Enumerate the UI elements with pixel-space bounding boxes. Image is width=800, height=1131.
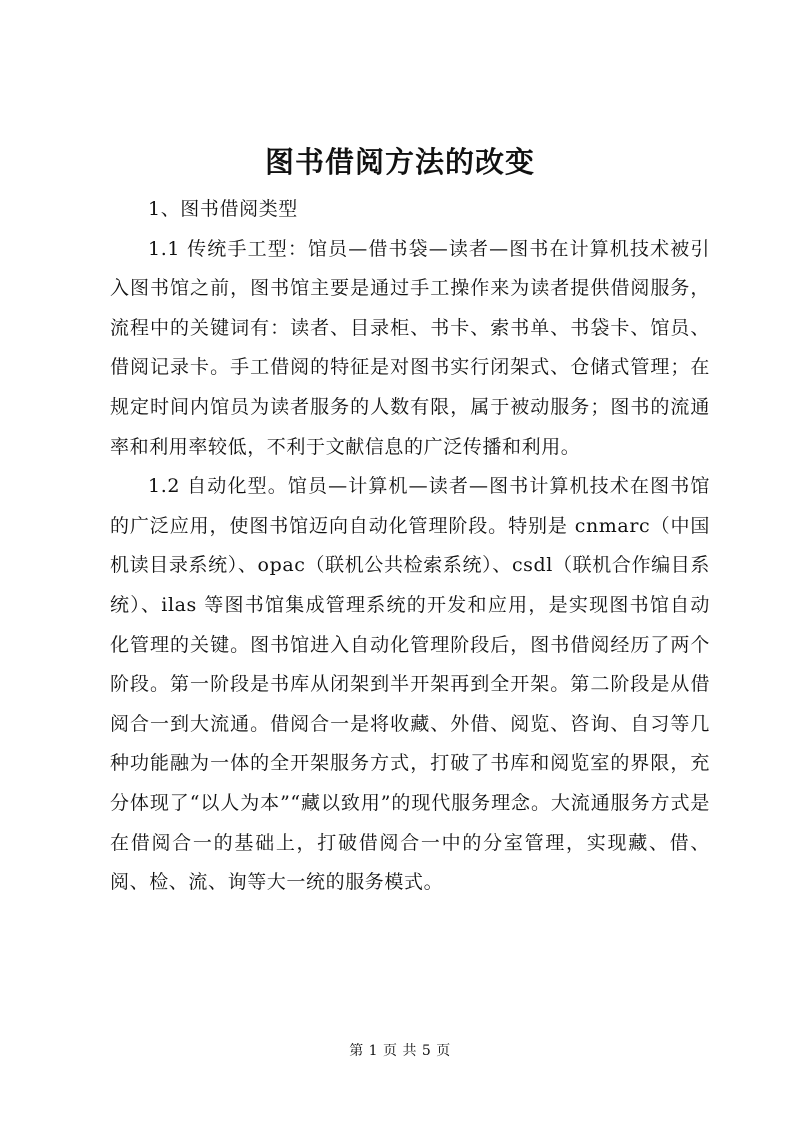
paragraph-automated: 1.2 自动化型。馆员—计算机—读者—图书计算机技术在图书馆的广泛应用，使图书馆迈向自动化管理阶段。特别是 cnmarc（中国机读目录系统）、opac（联机公共检索系统）、csdl（联机合作编目系统）、ilas 等图书馆集成管理系统的开发和应用，是实现图书馆自动化管理的关键。图书馆进入自动化管理阶段后，图书借阅经历了两个阶段。第一阶段是书库从闭架到半开架再到全开架。第二阶段是从借阅合一到大流通。借阅合一是将收藏、外借、阅览、咨询、自习等几种功能融为一体的全开架服务方式，打破了书库和阅览室的界限，充分体现了“以人为本”“藏以致用”的现代服务理念。大流通服务方式是在借阅合一的基础上，打破借阅合一中的分室管理，实现藏、借、阅、检、流、询等大一统的服务模式。 [110, 475, 710, 894]
page-number-footer: 第 1 页 共 5 页 [349, 1043, 451, 1059]
document-title: 图书借阅方法的改变 [264, 145, 535, 179]
paragraph-traditional-manual: 1.1 传统手工型：馆员—借书袋—读者—图书在计算机技术被引入图书馆之前，图书馆主要是通过手工操作来为读者提供借阅服务，流程中的关键词有：读者、目录柜、书卡、索书单、书袋卡、馆员、借阅记录卡。手工借阅的特征是对图书实行闭架式、仓储式管理；在规定时间内馆员为读者服务的人数有限，属于被动服务；图书的流通率和利用率较低，不利于文献信息的广泛传播和利用。 [110, 237, 710, 458]
paragraph-section-heading: 1、图书借阅类型 [148, 198, 298, 220]
document-body [110, 190, 710, 903]
